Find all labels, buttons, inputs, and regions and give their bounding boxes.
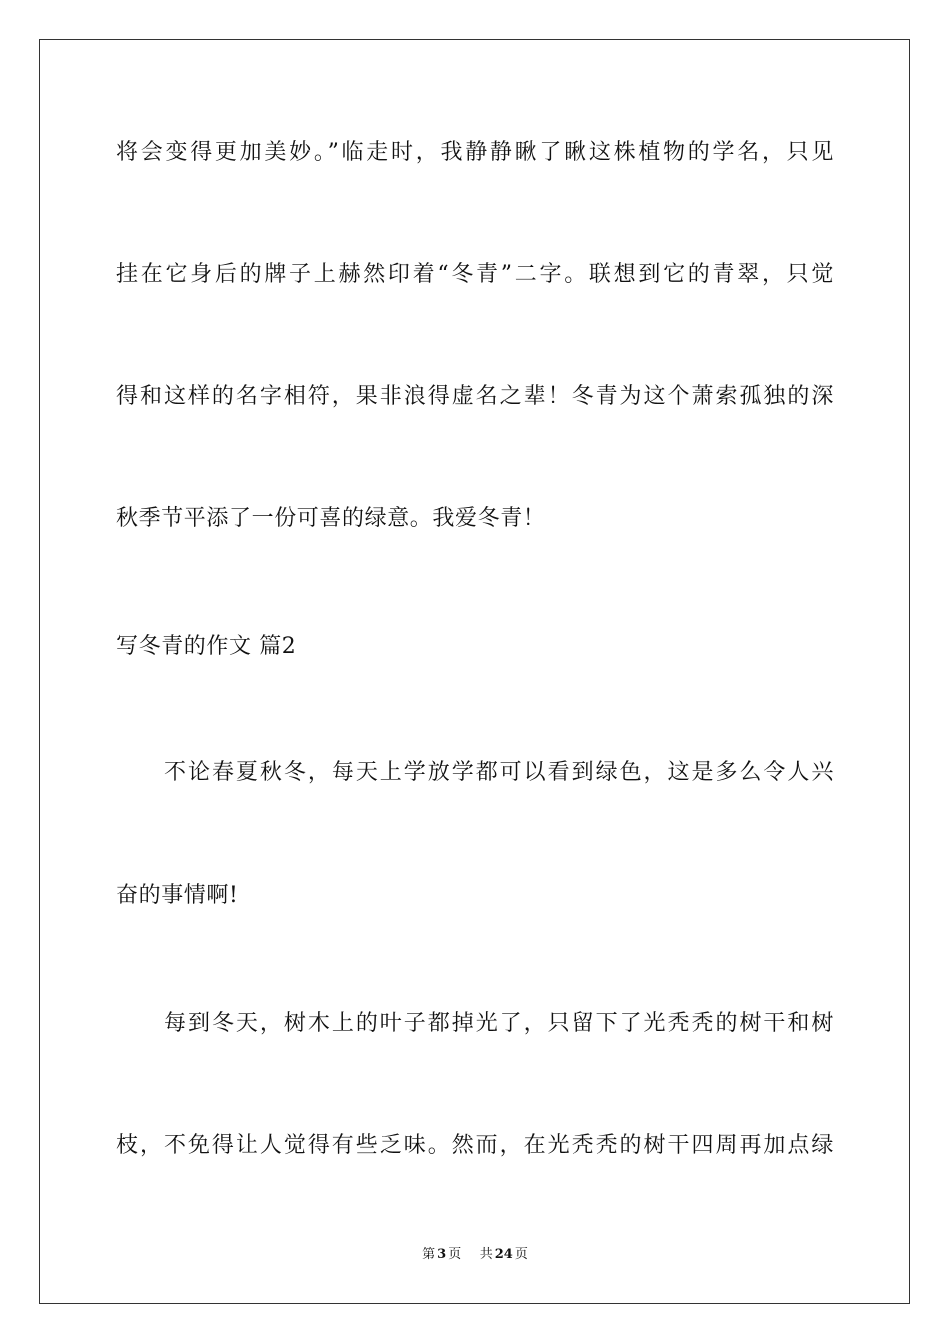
- text-line-2: 挂在它身后的牌子上赫然印着“冬青”二字。联想到它的青翠，只觉: [116, 262, 834, 287]
- text-line-4: 秋季节平添了一份可喜的绿意。我爱冬青！: [116, 506, 546, 531]
- footer-page-prefix: 第: [422, 1247, 436, 1262]
- footer-page-number: 3: [437, 1247, 447, 1262]
- footer-page-suffix: 页: [448, 1247, 462, 1262]
- page-footer: [0, 1246, 950, 1264]
- page-border: [39, 39, 910, 1304]
- text-line-6: 不论春夏秋冬，每天上学放学都可以看到绿色，这是多么令人兴: [164, 760, 834, 785]
- section-heading: 写冬青的作文 篇2: [116, 634, 297, 659]
- footer-total-prefix: 共: [479, 1247, 493, 1262]
- footer-total-pages: 24: [494, 1247, 513, 1262]
- text-line-1: 将会变得更加美妙。”临走时，我静静瞅了瞅这株植物的学名，只见: [116, 140, 834, 165]
- text-line-8: 每到冬天，树木上的叶子都掉光了，只留下了光秃秃的树干和树: [164, 1011, 834, 1036]
- footer-total-suffix: 页: [514, 1247, 528, 1262]
- text-line-7: 奋的事情啊!: [116, 883, 239, 908]
- text-line-3: 得和这样的名字相符，果非浪得虚名之辈！冬青为这个萧索孤独的深: [116, 384, 834, 409]
- text-line-9: 枝，不免得让人觉得有些乏味。然而，在光秃秃的树干四周再加点绿: [116, 1133, 834, 1158]
